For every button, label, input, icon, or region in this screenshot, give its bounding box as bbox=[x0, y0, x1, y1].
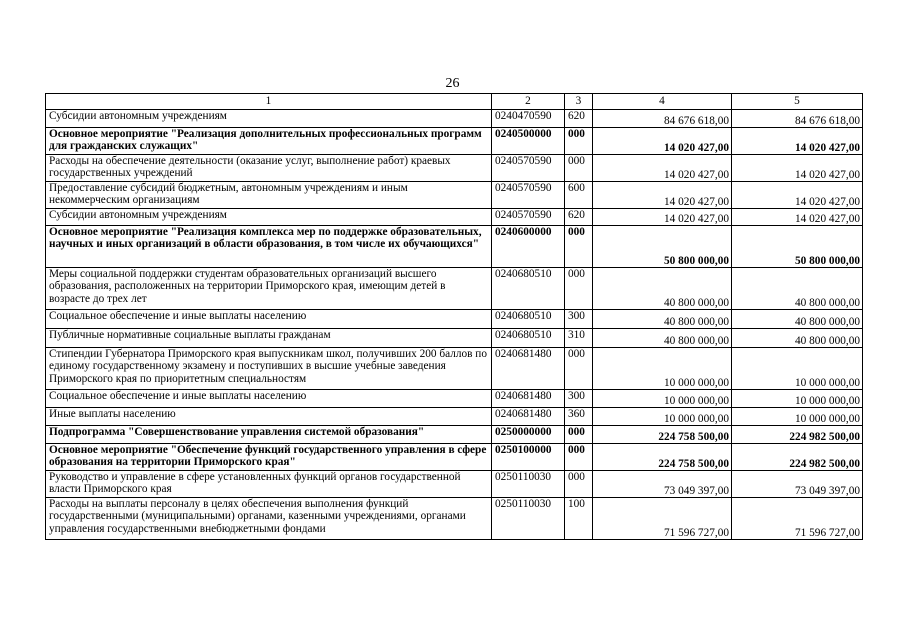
row-name: Публичные нормативные социальные выплаты гражданам bbox=[46, 329, 492, 348]
row-vr-code: 100 bbox=[565, 498, 593, 540]
row-code: 0250000000 bbox=[492, 426, 565, 444]
row-vr-code: 620 bbox=[565, 209, 593, 226]
row-code: 0240680510 bbox=[492, 329, 565, 348]
row-vr-code: 620 bbox=[565, 110, 593, 128]
row-amount-2: 71 596 727,00 bbox=[732, 498, 863, 540]
table-row bbox=[46, 444, 863, 471]
budget-table bbox=[45, 93, 863, 540]
row-vr-code: 000 bbox=[565, 128, 593, 155]
row-vr-code: 600 bbox=[565, 182, 593, 209]
row-amount-1: 50 800 000,00 bbox=[593, 226, 732, 268]
row-amount-2: 14 020 427,00 bbox=[732, 155, 863, 182]
row-amount-1: 71 596 727,00 bbox=[593, 498, 732, 540]
header-row bbox=[46, 94, 863, 110]
table-row bbox=[46, 110, 863, 128]
row-name: Социальное обеспечение и иные выплаты населению bbox=[46, 390, 492, 408]
row-vr-code: 360 bbox=[565, 408, 593, 426]
table-row bbox=[46, 128, 863, 155]
row-code: 0250110030 bbox=[492, 471, 565, 498]
row-amount-2: 10 000 000,00 bbox=[732, 348, 863, 390]
row-amount-2: 14 020 427,00 bbox=[732, 209, 863, 226]
row-vr-code: 000 bbox=[565, 348, 593, 390]
row-amount-2: 10 000 000,00 bbox=[732, 408, 863, 426]
header-col-1: 1 bbox=[46, 94, 492, 110]
table-row bbox=[46, 408, 863, 426]
row-vr-code: 000 bbox=[565, 426, 593, 444]
row-code: 0250110030 bbox=[492, 498, 565, 540]
row-amount-2: 224 982 500,00 bbox=[732, 426, 863, 444]
table-row bbox=[46, 268, 863, 310]
row-amount-2: 50 800 000,00 bbox=[732, 226, 863, 268]
row-name: Основное мероприятие "Реализация комплекса мер по поддержке образовательных, научных и иных организаций в области образования, в том числе их обучающихся" bbox=[46, 226, 492, 268]
row-code: 0240570590 bbox=[492, 209, 565, 226]
row-name: Стипендии Губернатора Приморского края выпускникам школ, получивших 200 баллов по единому государственному экзамену и поступивших в высшие учебные заведения Приморского края по приоритетным специальностям bbox=[46, 348, 492, 390]
row-code: 0240600000 bbox=[492, 226, 565, 268]
table-row bbox=[46, 155, 863, 182]
row-amount-1: 224 758 500,00 bbox=[593, 426, 732, 444]
row-code: 0240570590 bbox=[492, 182, 565, 209]
row-code: 0240681480 bbox=[492, 408, 565, 426]
row-code: 0250100000 bbox=[492, 444, 565, 471]
row-name: Расходы на выплаты персоналу в целях обеспечения выполнения функций государственными (муниципальными) органами, казенными учреждениями, органами управления государственными внебюджетными фондами bbox=[46, 498, 492, 540]
row-amount-2: 14 020 427,00 bbox=[732, 182, 863, 209]
row-name: Основное мероприятие "Обеспечение функций государственного управления в сфере образования на территории Приморского края" bbox=[46, 444, 492, 471]
row-amount-1: 84 676 618,00 bbox=[593, 110, 732, 128]
row-code: 0240680510 bbox=[492, 310, 565, 329]
row-name: Предоставление субсидий бюджетным, автономным учреждениям и иным некоммерческим организациям bbox=[46, 182, 492, 209]
row-name: Социальное обеспечение и иные выплаты населению bbox=[46, 310, 492, 329]
row-amount-1: 40 800 000,00 bbox=[593, 310, 732, 329]
row-amount-1: 14 020 427,00 bbox=[593, 128, 732, 155]
header-col-2: 2 bbox=[492, 94, 565, 110]
row-vr-code: 000 bbox=[565, 471, 593, 498]
header-col-5: 5 bbox=[732, 94, 863, 110]
page-number: 26 bbox=[445, 76, 460, 91]
row-name: Основное мероприятие "Реализация дополнительных профессиональных программ для гражданских служащих" bbox=[46, 128, 492, 155]
row-vr-code: 000 bbox=[565, 155, 593, 182]
row-amount-2: 40 800 000,00 bbox=[732, 329, 863, 348]
table-row bbox=[46, 329, 863, 348]
row-amount-2: 14 020 427,00 bbox=[732, 128, 863, 155]
row-name: Субсидии автономным учреждениям bbox=[46, 110, 492, 128]
row-code: 0240500000 bbox=[492, 128, 565, 155]
row-name: Иные выплаты населению bbox=[46, 408, 492, 426]
row-vr-code: 000 bbox=[565, 226, 593, 268]
row-amount-2: 73 049 397,00 bbox=[732, 471, 863, 498]
row-vr-code: 000 bbox=[565, 268, 593, 310]
row-amount-1: 40 800 000,00 bbox=[593, 268, 732, 310]
header-col-3: 3 bbox=[565, 94, 593, 110]
row-amount-1: 10 000 000,00 bbox=[593, 390, 732, 408]
header-col-4: 4 bbox=[593, 94, 732, 110]
row-amount-1: 14 020 427,00 bbox=[593, 155, 732, 182]
row-code: 0240681480 bbox=[492, 348, 565, 390]
row-name: Расходы на обеспечение деятельности (оказание услуг, выполнение работ) краевых государственных учреждений bbox=[46, 155, 492, 182]
row-amount-1: 10 000 000,00 bbox=[593, 408, 732, 426]
row-amount-1: 73 049 397,00 bbox=[593, 471, 732, 498]
row-amount-1: 224 758 500,00 bbox=[593, 444, 732, 471]
row-name: Меры социальной поддержки студентам образовательных организаций высшего образования, расположенных на территории Приморского края, имеющим детей в возрасте до трех лет bbox=[46, 268, 492, 310]
table-row bbox=[46, 209, 863, 226]
table-row bbox=[46, 471, 863, 498]
row-amount-2: 10 000 000,00 bbox=[732, 390, 863, 408]
row-amount-1: 14 020 427,00 bbox=[593, 182, 732, 209]
row-amount-2: 40 800 000,00 bbox=[732, 310, 863, 329]
row-vr-code: 300 bbox=[565, 390, 593, 408]
row-amount-1: 10 000 000,00 bbox=[593, 348, 732, 390]
table-row bbox=[46, 426, 863, 444]
row-code: 0240570590 bbox=[492, 155, 565, 182]
table-row bbox=[46, 310, 863, 329]
table-row bbox=[46, 348, 863, 390]
row-amount-2: 224 982 500,00 bbox=[732, 444, 863, 471]
row-vr-code: 310 bbox=[565, 329, 593, 348]
row-amount-1: 40 800 000,00 bbox=[593, 329, 732, 348]
row-code: 0240681480 bbox=[492, 390, 565, 408]
row-amount-2: 40 800 000,00 bbox=[732, 268, 863, 310]
table-row bbox=[46, 390, 863, 408]
table-row bbox=[46, 498, 863, 540]
table-row bbox=[46, 182, 863, 209]
row-name: Руководство и управление в сфере установленных функций органов государственной власти Приморского края bbox=[46, 471, 492, 498]
row-code: 0240470590 bbox=[492, 110, 565, 128]
row-code: 0240680510 bbox=[492, 268, 565, 310]
row-vr-code: 300 bbox=[565, 310, 593, 329]
row-name: Субсидии автономным учреждениям bbox=[46, 209, 492, 226]
table-row bbox=[46, 226, 863, 268]
row-name: Подпрограмма "Совершенствование управления системой образования" bbox=[46, 426, 492, 444]
row-amount-2: 84 676 618,00 bbox=[732, 110, 863, 128]
row-vr-code: 000 bbox=[565, 444, 593, 471]
row-amount-1: 14 020 427,00 bbox=[593, 209, 732, 226]
